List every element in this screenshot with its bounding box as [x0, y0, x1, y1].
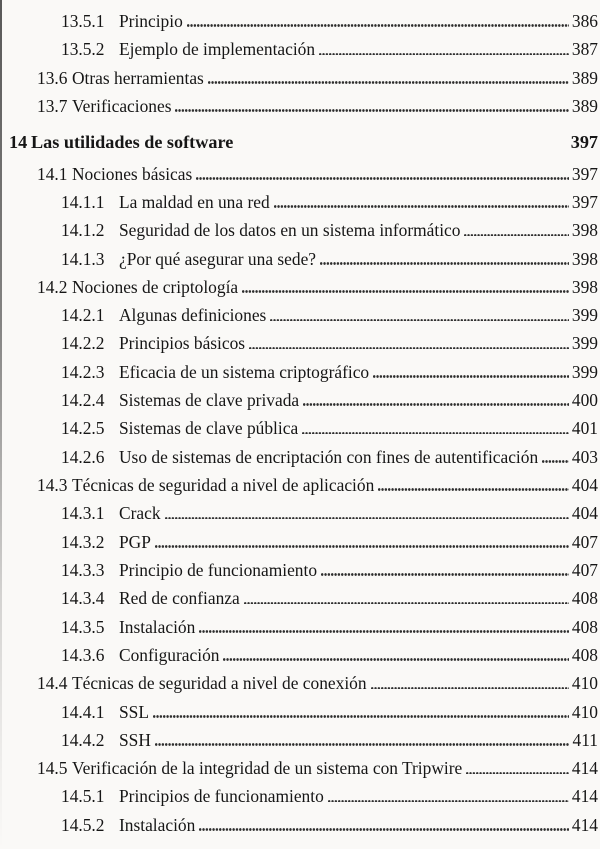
toc-entry-page: 397: [571, 163, 598, 184]
toc-entry-page: 397: [570, 132, 598, 153]
toc-entry-number: 14.5: [37, 758, 68, 779]
toc-entry-page: 398: [571, 220, 598, 241]
toc-entry: [0, 754, 600, 782]
toc-entry-number: 14.2.6: [61, 446, 105, 467]
toc-entry-number: 14.3.3: [61, 559, 105, 580]
toc-entry-page: 399: [571, 305, 598, 326]
toc-entry: [0, 7, 600, 35]
toc-entry-number: 14.2.5: [61, 418, 105, 439]
toc-entry-title: Principios básicos: [119, 333, 246, 354]
toc-entry-title: Sistemas de clave privada: [119, 390, 300, 411]
toc-entry: [0, 216, 600, 244]
dot-leader: [244, 602, 569, 605]
toc-entry-page: 398: [571, 248, 598, 269]
toc-entry-number: 13.7: [37, 95, 68, 116]
toc-entry: [0, 92, 600, 120]
dot-leader: [466, 772, 569, 775]
toc-entry: [0, 245, 600, 273]
toc-entry-page: 407: [571, 531, 598, 552]
toc-entry-number: 14.4.2: [61, 729, 105, 750]
toc-entry-page: 407: [571, 559, 598, 580]
dot-leader: [303, 403, 569, 406]
toc-entry: [0, 301, 600, 329]
toc-entry-title: Eficacia de un sistema criptográfico: [119, 361, 370, 382]
toc-entry-number: 14.3.5: [61, 616, 105, 637]
toc-entry: [0, 811, 600, 839]
toc-entry-number: 14.1.2: [61, 220, 105, 241]
toc-entry-page: 410: [571, 701, 598, 722]
dot-leader: [165, 517, 569, 520]
toc-entry-title: Crack: [119, 503, 161, 524]
toc-entry-title: Verificaciones: [72, 95, 172, 116]
toc-entry: [0, 641, 600, 669]
toc-entry-number: 14.1.3: [61, 248, 105, 269]
toc-entry-page: 408: [571, 588, 598, 609]
dot-leader: [199, 630, 569, 633]
dot-leader: [223, 658, 569, 661]
toc-entry-number: 14.1: [37, 163, 68, 184]
toc-entry-title: Nociones básicas: [72, 163, 193, 184]
dot-leader: [302, 432, 569, 435]
toc-entry-title: Nociones de criptología: [72, 276, 239, 297]
toc-entry-number: 14.3.1: [61, 503, 105, 524]
toc-entry: [0, 613, 600, 641]
toc-entry-title: Instalación: [119, 814, 196, 835]
toc-entry: [0, 160, 600, 188]
toc-entry-number: 14.5.2: [61, 814, 105, 835]
toc-entry-number: 14.2.2: [61, 333, 105, 354]
toc-entry: [0, 273, 600, 301]
toc-entry: [0, 528, 600, 556]
toc-entry-page: 399: [571, 333, 598, 354]
toc-entry: [0, 669, 600, 697]
toc-entry-title: Algunas definiciones: [119, 305, 267, 326]
toc-entry-number: 14: [9, 132, 28, 153]
dot-leader: [321, 573, 569, 576]
dot-leader: [270, 319, 569, 322]
toc-entry-title: ¿Por qué asegurar una sede?: [119, 248, 317, 269]
toc-entry-page: 401: [571, 418, 598, 439]
toc-entry-title: Sistemas de clave pública: [119, 418, 299, 439]
toc-entry-page: 414: [571, 814, 598, 835]
toc-entry-number: 14.3.6: [61, 644, 105, 665]
toc-entry: [0, 188, 600, 216]
toc-entry-number: 14.4.1: [61, 701, 105, 722]
toc-entry: [0, 329, 600, 357]
toc-entry: [0, 414, 600, 442]
toc-entry-title: Principio: [119, 11, 183, 31]
toc-entry-title: PGP: [119, 531, 151, 552]
toc-entry-number: 14.2.3: [61, 361, 105, 382]
dot-leader: [373, 375, 569, 378]
toc-entry: [0, 64, 600, 92]
toc-entry-number: 13.5.2: [61, 39, 105, 60]
toc-entry-page: 389: [571, 95, 598, 116]
dot-leader: [328, 800, 569, 803]
toc-entry-page: 404: [571, 503, 598, 524]
toc-entry-page: 414: [571, 786, 598, 807]
toc-entry-page: 408: [571, 644, 598, 665]
dot-leader: [187, 24, 569, 27]
toc-entry-number: 14.3.4: [61, 588, 105, 609]
toc-entry-page: 411: [572, 729, 598, 750]
toc-entry-page: 400: [571, 390, 598, 411]
toc-entry: [0, 584, 600, 612]
toc-entry: [0, 471, 600, 499]
toc-entry-number: 14.3: [37, 475, 68, 495]
toc-entry: [0, 726, 600, 754]
toc-entry-title: Las utilidades de software: [31, 132, 234, 153]
toc-entry-title: Uso de sistemas de encriptación con fines de autentificación: [119, 446, 539, 467]
toc-entry-page: 389: [571, 67, 598, 88]
dot-leader: [199, 828, 569, 831]
toc-entry-title: Instalación: [119, 616, 196, 637]
dot-leader: [196, 177, 569, 180]
toc-entry: [0, 35, 600, 63]
dot-leader: [208, 81, 569, 84]
dot-leader: [153, 715, 569, 718]
toc-entry: [0, 499, 600, 527]
toc-entry-title: SSH: [119, 729, 151, 750]
dot-leader: [242, 290, 569, 293]
toc-entry-title: Verificación de la integridad de un sistema con Tripwire: [72, 758, 463, 779]
dot-leader: [320, 262, 569, 265]
toc-entry-number: 14.2.4: [61, 390, 105, 411]
toc-chapter-entry: [0, 128, 600, 156]
toc-entry-page: 386: [571, 11, 598, 31]
dot-leader: [542, 460, 569, 463]
toc-entry: [0, 782, 600, 810]
toc-entry-page: 387: [571, 39, 598, 60]
toc-entry-page: 404: [571, 475, 598, 495]
toc-entry: [0, 386, 600, 414]
toc-entry-page: 399: [571, 361, 598, 382]
toc-entry: [0, 698, 600, 726]
toc-entry-number: 14.3.2: [61, 531, 105, 552]
dot-leader: [464, 234, 569, 237]
toc-entry-title: Técnicas de seguridad a nivel de conexión: [72, 673, 367, 694]
toc-entry-title: Seguridad de los datos en un sistema informático: [119, 220, 461, 241]
toc-entry-number: 14.1.1: [61, 191, 105, 212]
toc-entry-title: SSL: [119, 701, 149, 722]
toc-entry-number: 14.4: [37, 673, 68, 694]
dot-leader: [175, 109, 569, 112]
dot-leader: [155, 545, 569, 548]
toc-entry-page: 410: [571, 673, 598, 694]
toc-entry-number: 14.2: [37, 276, 68, 297]
toc-entry-title: La maldad en una red: [119, 191, 270, 212]
toc-entry-page: 414: [571, 758, 598, 779]
toc-entry-page: 398: [571, 276, 598, 297]
toc-entry-title: Principios de funcionamiento: [119, 786, 324, 807]
toc-entry: [0, 443, 600, 471]
dot-leader: [249, 347, 569, 350]
toc-entry-title: Ejemplo de implementación: [119, 39, 316, 60]
toc-entry-title: Red de confianza: [119, 588, 240, 609]
dot-leader: [371, 687, 569, 690]
toc-entry-page: 403: [571, 446, 598, 467]
toc-entry-page: 397: [571, 191, 598, 212]
toc-entry-title: Técnicas de seguridad a nivel de aplicación: [72, 475, 375, 495]
dot-leader: [319, 53, 569, 56]
toc-entry-number: 13.6: [37, 67, 68, 88]
toc-entry-number: 14.2.1: [61, 305, 105, 326]
dot-leader: [274, 205, 569, 208]
toc-entry-title: Configuración: [119, 644, 220, 665]
dot-leader: [378, 488, 569, 491]
toc-entry: [0, 556, 600, 584]
toc-entry-title: Otras herramientas: [72, 67, 204, 88]
toc-entry-title: Principio de funcionamiento: [119, 559, 318, 580]
toc-entry: [0, 358, 600, 386]
toc-entry-number: 14.5.1: [61, 786, 105, 807]
toc-entry-number: 13.5.1: [61, 11, 105, 31]
toc-entry-page: 408: [571, 616, 598, 637]
dot-leader: [155, 743, 569, 746]
